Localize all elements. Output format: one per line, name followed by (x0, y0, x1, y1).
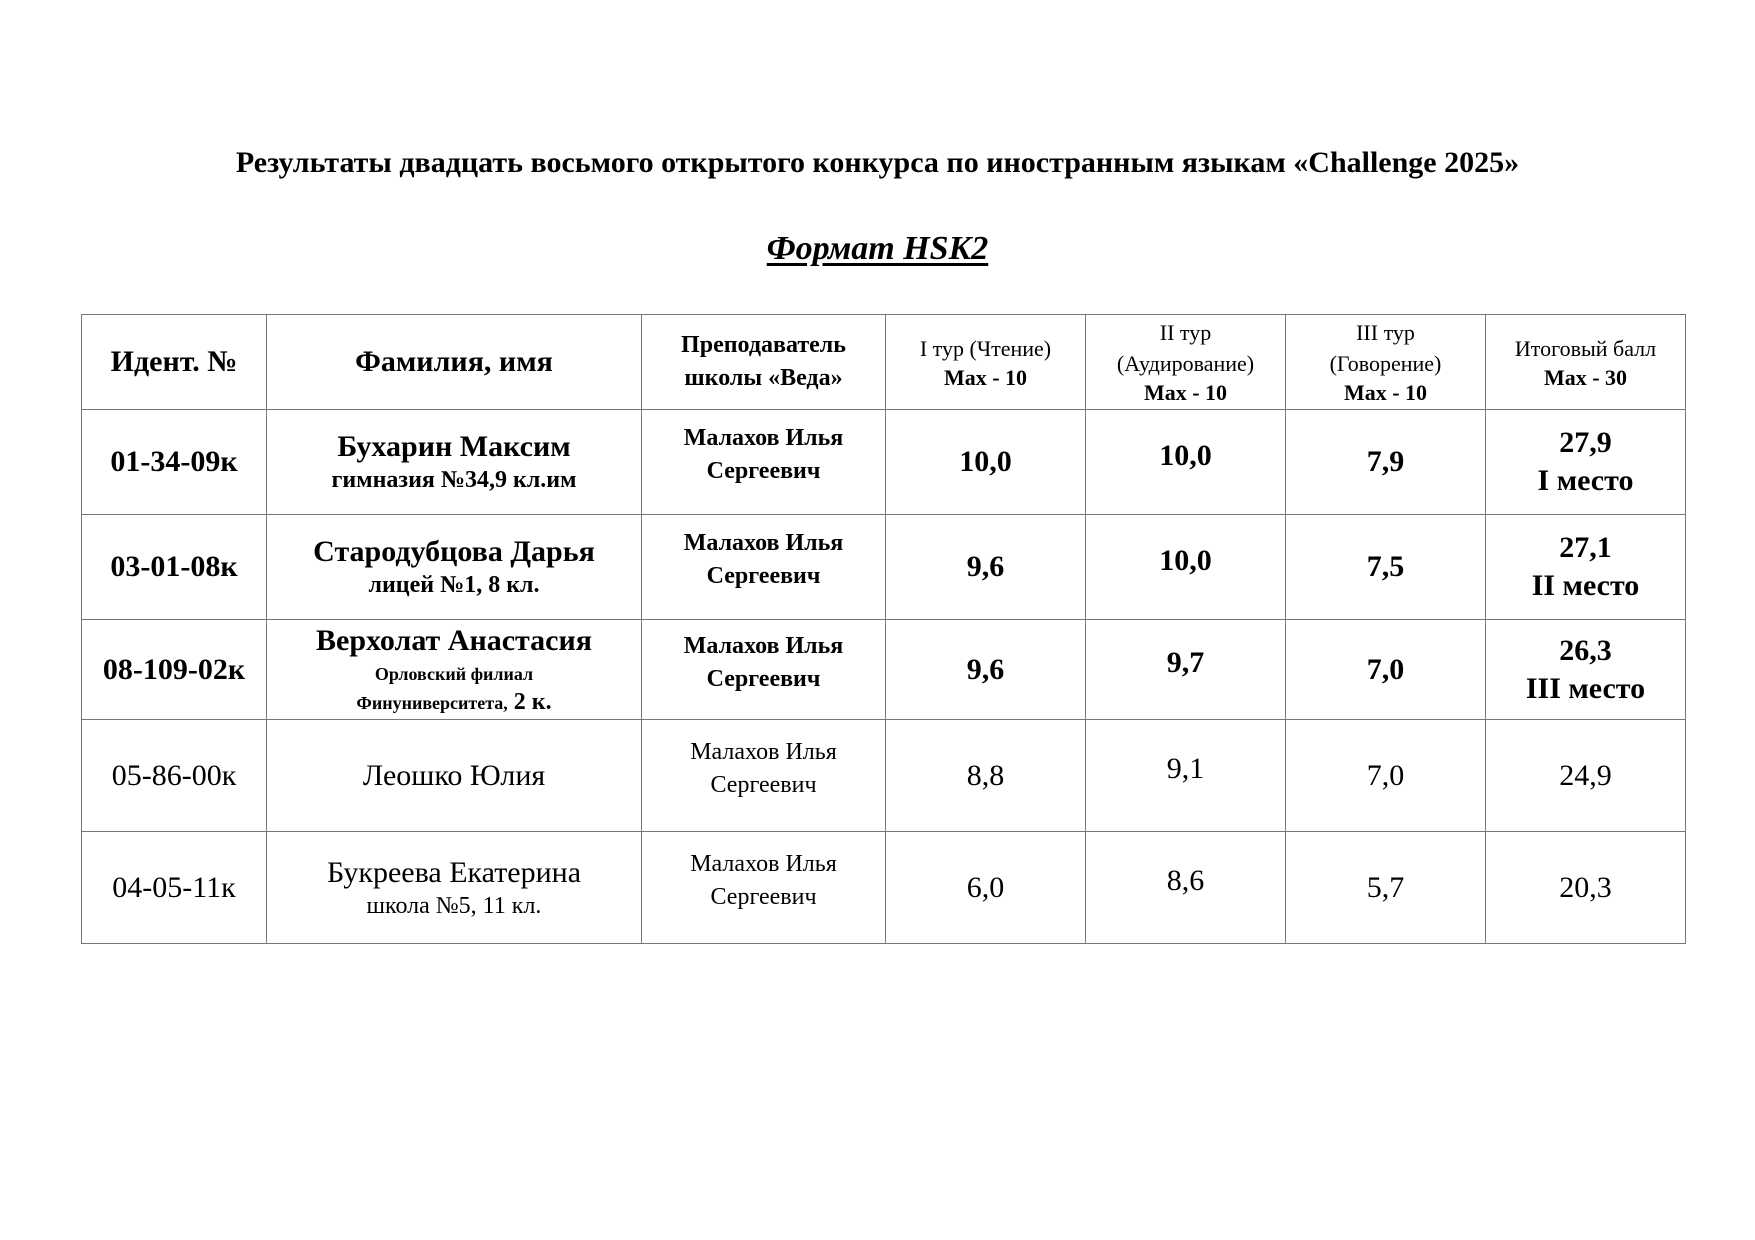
student-school: школа №5, 11 кл. (366, 892, 542, 919)
student-school: лицей №1, 8 кл. (368, 572, 540, 598)
header-total-label: Итоговый балл (1514, 335, 1657, 361)
header-round3-sub: (Говорение) (1329, 351, 1442, 376)
cell-round3: 5,7 (1286, 832, 1486, 944)
cell-round3: 7,0 (1286, 720, 1486, 832)
student-name: Леошко Юлия (362, 758, 546, 792)
table-row (82, 720, 1686, 832)
cell-id: 04-05-11к (82, 832, 267, 944)
header-teacher-line2: школы «Веда» (684, 365, 843, 391)
cell-id: 03-01-08к (82, 515, 267, 620)
cell-round1: 10,0 (886, 410, 1086, 515)
teacher-name: Малахов Илья Сергеевич (683, 632, 844, 692)
table-row (82, 515, 1686, 620)
cell-round2: 8,6 (1086, 832, 1286, 944)
cell-round3: 7,0 (1286, 620, 1486, 720)
cell-id: 05-86-00к (82, 720, 267, 832)
header-round3-max: Max - 10 (1343, 380, 1428, 405)
cell-teacher (642, 832, 886, 944)
cell-teacher (642, 620, 886, 720)
cell-total (1486, 720, 1686, 832)
cell-round1: 6,0 (886, 832, 1086, 944)
place-label: III место (1525, 671, 1646, 705)
header-round2 (1086, 315, 1286, 410)
student-name: Букреева Екатерина (326, 855, 582, 889)
header-row (82, 315, 1686, 410)
header-round1-max: Max - 10 (943, 364, 1028, 390)
cell-total (1486, 515, 1686, 620)
cell-round1: 9,6 (886, 620, 1086, 720)
place-label: I место (1537, 464, 1634, 497)
student-school-line2: Финуниверситета, 2 к. (356, 689, 552, 715)
total-score: 27,9 (1559, 426, 1612, 459)
cell-round2: 9,1 (1086, 720, 1286, 832)
table-row (82, 832, 1686, 944)
header-round1-label: I тур (Чтение) (919, 335, 1052, 361)
cell-round1: 8,8 (886, 720, 1086, 832)
student-school-line1: Орловский филиал (374, 664, 534, 684)
cell-id: 08-109-02к (82, 620, 267, 720)
cell-round3: 7,5 (1286, 515, 1486, 620)
teacher-name: Малахов Илья Сергеевич (690, 738, 837, 798)
cell-total (1486, 620, 1686, 720)
cell-round2: 10,0 (1086, 410, 1286, 515)
cell-round2: 9,7 (1086, 620, 1286, 720)
cell-total (1486, 832, 1686, 944)
header-round2-label: II тур (1159, 320, 1212, 345)
cell-name (267, 410, 642, 515)
header-round2-sub: (Аудирование) (1116, 351, 1255, 376)
format-title: Формат HSK2 (766, 230, 989, 267)
cell-teacher (642, 515, 886, 620)
total-score: 27,1 (1559, 531, 1612, 564)
cell-name (267, 720, 642, 832)
page-title: Результаты двадцать восьмого открытого конкурса по иностранным языкам «Challenge 2025» (235, 146, 1520, 179)
cell-name (267, 620, 642, 720)
student-name: Стародубцова Дарья (313, 535, 595, 568)
results-table (81, 314, 1686, 944)
header-name: Фамилия, имя (267, 315, 642, 410)
header-teacher (642, 315, 886, 410)
total-score: 24,9 (1559, 758, 1612, 792)
header-teacher-line1: Преподаватель (681, 332, 846, 358)
place-label: II место (1531, 569, 1640, 602)
cell-name (267, 832, 642, 944)
teacher-name: Малахов Илья Сергеевич (683, 530, 844, 589)
table-row (82, 410, 1686, 515)
teacher-name: Малахов Илья Сергеевич (690, 850, 837, 910)
cell-round1: 9,6 (886, 515, 1086, 620)
cell-total (1486, 410, 1686, 515)
header-round3 (1286, 315, 1486, 410)
cell-id: 01-34-09к (82, 410, 267, 515)
student-school: гимназия №34,9 кл.им (331, 467, 577, 493)
total-score: 26,3 (1559, 633, 1612, 667)
header-round3-label: III тур (1356, 320, 1415, 345)
student-name: Верхолат Анастасия (316, 624, 592, 657)
header-round1 (886, 315, 1086, 410)
table-row (82, 620, 1686, 720)
cell-round3: 7,9 (1286, 410, 1486, 515)
header-round2-max: Max - 10 (1143, 380, 1228, 405)
total-score: 20,3 (1559, 870, 1612, 904)
student-name: Бухарин Максим (337, 430, 571, 463)
header-id: Идент. № (82, 315, 267, 410)
cell-round2: 10,0 (1086, 515, 1286, 620)
teacher-name: Малахов Илья Сергеевич (683, 425, 844, 484)
header-total (1486, 315, 1686, 410)
cell-teacher (642, 410, 886, 515)
cell-name (267, 515, 642, 620)
cell-teacher (642, 720, 886, 832)
header-total-max: Max - 30 (1543, 364, 1628, 390)
